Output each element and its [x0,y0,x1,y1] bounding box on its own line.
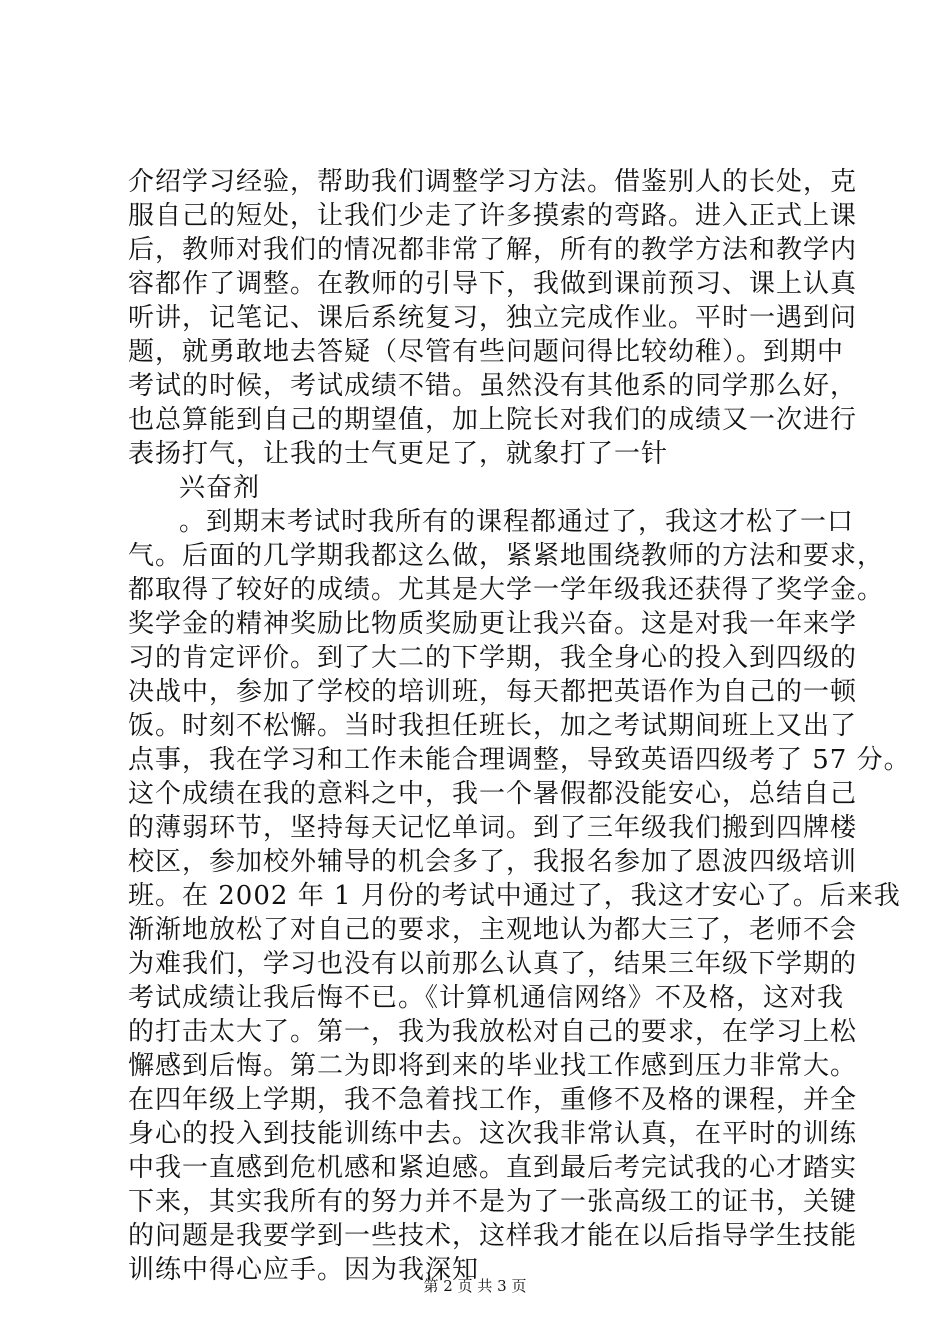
text-line: 容都作了调整。在教师的引导下，我做到课前预习、课上认真 [128,269,858,299]
text-line: 奖学金的精神奖励比物质奖励更让我兴奋。这是对我一年来学 [128,609,858,639]
text-line: 习的肯定评价。到了大二的下学期，我全身心的投入到四级的 [128,643,858,673]
text-line: 服自己的短处，让我们少走了许多摸索的弯路。进入正式上课 [128,201,858,231]
text-line: 介绍学习经验，帮助我们调整学习方法。借鉴别人的长处，克 [128,167,858,197]
text-line: 渐渐地放松了对自己的要求，主观地认为都大三了，老师不会 [128,915,858,945]
text-line: 也总算能到自己的期望值，加上院长对我们的成绩又一次进行 [128,405,858,435]
text-line: 懈感到后悔。第二为即将到来的毕业找工作感到压力非常大。 [128,1051,858,1081]
page-footer [0,1276,950,1296]
text-line: 后，教师对我们的情况都非常了解，所有的教学方法和教学内 [128,235,858,265]
text-line: 考试的时候，考试成绩不错。虽然没有其他系的同学那么好， [128,371,858,401]
text-line: 题，就勇敢地去答疑（尽管有些问题问得比较幼稚）。到期中 [128,337,845,367]
text-line: 在四年级上学期，我不急着找工作，重修不及格的课程，并全 [128,1085,858,1115]
text-line: 气。后面的几学期我都这么做，紧紧地围绕教师的方法和要求， [128,541,885,571]
page-number-label: 第 2 页 共 3 页 [423,1277,527,1295]
text-line: 的打击太大了。第一，我为我放松对自己的要求，在学习上松 [128,1017,858,1047]
text-line: 表扬打气，让我的士气更足了，就象打了一针 [128,439,669,469]
text-line: 饭。时刻不松懈。当时我担任班长，加之考试期间班上又出了 [128,711,858,741]
text-line: 的薄弱环节，坚持每天记忆单词。到了三年级我们搬到四牌楼 [128,813,858,843]
text-line: 都取得了较好的成绩。尤其是大学一学年级我还获得了奖学金。 [128,575,885,605]
text-line: 兴奋剂 [179,473,261,503]
body-text [128,165,911,1287]
text-line: 为难我们，学习也没有以前那么认真了，结果三年级下学期的 [128,949,858,979]
text-line: 下来，其实我所有的努力并不是为了一张高级工的证书，关键 [128,1187,858,1217]
text-line: 身心的投入到技能训练中去。这次我非常认真，在平时的训练 [128,1119,858,1149]
text-line: 点事，我在学习和工作未能合理调整，导致英语四级考了 57 分。 [128,745,911,775]
text-line: 听讲，记笔记、课后系统复习，独立完成作业。平时一遇到问 [128,303,858,333]
text-line: 考试成绩让我后悔不已。《计算机通信网络》不及格，这对我 [128,983,845,1013]
text-line: 的问题是我要学到一些技术，这样我才能在以后指导学生技能 [128,1221,858,1251]
text-line: 校区，参加校外辅导的机会多了，我报名参加了恩波四级培训 [128,847,858,877]
text-line: 。到期末考试时我所有的课程都通过了，我这才松了一口 [179,507,855,537]
text-line: 决战中，参加了学校的培训班，每天都把英语作为自己的一顿 [128,677,858,707]
text-line: 这个成绩在我的意料之中，我一个暑假都没能安心，总结自己 [128,779,858,809]
text-line: 中我一直感到危机感和紧迫感。直到最后考完试我的心才踏实 [128,1153,858,1183]
text-line: 班。在 2002 年 1 月份的考试中通过了，我这才安心了。后来我 [128,881,901,911]
text-line: 训练中得心应手。因为我深知 [128,1255,480,1285]
